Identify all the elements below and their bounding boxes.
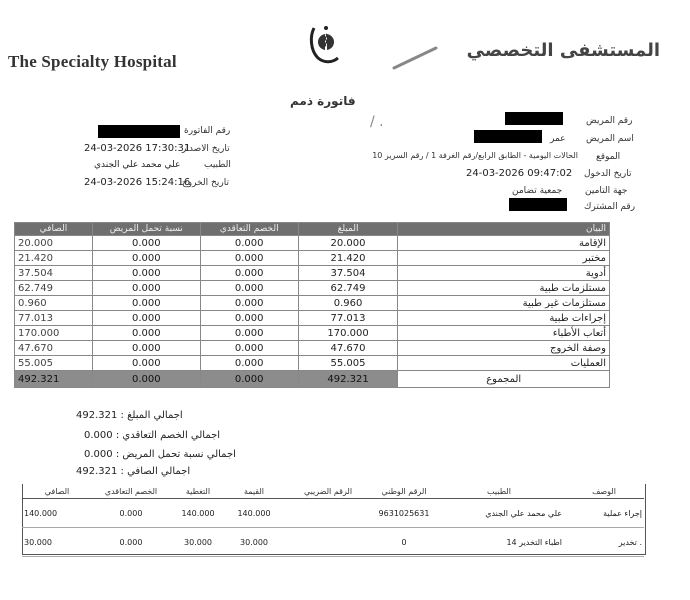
pen-stroke-mark	[390, 44, 440, 72]
charge-patient-share: 0.000	[92, 356, 200, 371]
charges-table	[14, 222, 610, 388]
charge-row	[15, 236, 610, 251]
admission-date-label: تاريخ الدخول	[584, 169, 632, 179]
charge-amount: 37.504	[298, 266, 398, 281]
li-doctor: علي محمد علي الجندي	[434, 499, 564, 528]
summary-row: اجمالي المبلغ : 492.321	[76, 410, 183, 421]
li-net: 30.000	[22, 528, 92, 557]
charge-description: وصفة الخروج	[398, 341, 610, 356]
total-patient-share: 0.000	[92, 371, 200, 388]
li-header-value: القيمة	[226, 484, 282, 499]
patient-number-label: رقم المريض	[586, 116, 633, 126]
line-item-row	[22, 528, 644, 557]
summary-row: اجمالي نسبة تحمل المريض : 0.000	[84, 449, 236, 460]
charge-net: 20.000	[15, 236, 93, 251]
charge-patient-share: 0.000	[92, 311, 200, 326]
charge-description: الإقامة	[398, 236, 610, 251]
insurance-value: جمعية تضامن	[512, 186, 563, 196]
li-national-no: 9631025631	[374, 499, 434, 528]
total-label: المجموع	[398, 371, 610, 388]
charge-patient-share: 0.000	[92, 296, 200, 311]
charges-total-row	[15, 371, 610, 388]
charge-patient-share: 0.000	[92, 251, 200, 266]
hospital-logo-icon	[306, 22, 346, 66]
li-contract-discount: 0.000	[92, 528, 170, 557]
insurance-label: جهة التامين	[585, 186, 628, 196]
redacted-invoice-number	[98, 125, 180, 138]
charge-amount: 21.420	[298, 251, 398, 266]
li-header-tax-no: الرقم الضريبي	[282, 484, 374, 499]
charge-net: 47.670	[15, 341, 93, 356]
total-amount: 492.321	[298, 371, 398, 388]
doctor-label: الطبيب	[204, 160, 231, 170]
li-header-description: الوصف	[564, 484, 644, 499]
li-coverage: 30.000	[170, 528, 226, 557]
charge-row	[15, 296, 610, 311]
charge-contract-discount: 0.000	[200, 236, 298, 251]
header-description: البيان	[398, 223, 610, 236]
charge-row	[15, 341, 610, 356]
li-header-contract-discount: الخصم التعاقدي	[92, 484, 170, 499]
summary-discount-label: اجمالي الخصم التعاقدي	[122, 430, 221, 441]
total-net: 492.321	[15, 371, 93, 388]
redacted-subscriber-number	[509, 198, 567, 211]
li-tax-no	[282, 528, 374, 557]
summary-row: اجمالي الصافي : 492.321	[76, 466, 191, 477]
location-value: الحالات اليومية - الطابق الرابع/رقم الغرفة 1 / رقم السرير 10	[372, 151, 578, 160]
line-item-row	[22, 499, 644, 528]
li-header-national-no: الرقم الوطني	[374, 484, 434, 499]
li-doctor: اطباء التخدير 14	[434, 528, 564, 557]
summary-patient-share-value: 0.000	[84, 449, 113, 460]
summary-total-label: اجمالي المبلغ	[127, 410, 183, 421]
discharge-date-label: تاريخ الخروج	[182, 178, 229, 188]
admission-date-value: 24-03-2026 09:47:02	[466, 168, 573, 179]
charge-net: 55.005	[15, 356, 93, 371]
hospital-name-ar: المستشفى التخصصي	[466, 40, 660, 61]
charge-description: إجراءات طبية	[398, 311, 610, 326]
stray-mark: / .	[370, 114, 384, 130]
charge-net: 62.749	[15, 281, 93, 296]
total-contract-discount: 0.000	[200, 371, 298, 388]
charge-description: أدوية	[398, 266, 610, 281]
doctor-value: علي محمد علي الجندي	[94, 160, 181, 170]
charge-amount: 77.013	[298, 311, 398, 326]
age-label: عمر	[550, 134, 566, 144]
charge-amount: 0.960	[298, 296, 398, 311]
charge-net: 77.013	[15, 311, 93, 326]
charge-contract-discount: 0.000	[200, 266, 298, 281]
li-national-no: 0	[374, 528, 434, 557]
li-value: 30.000	[226, 528, 282, 557]
charge-contract-discount: 0.000	[200, 356, 298, 371]
document-title: فاتورة ذمم	[290, 94, 356, 108]
charge-patient-share: 0.000	[92, 341, 200, 356]
summary-total-value: 492.321	[76, 410, 118, 421]
redacted-patient-number	[505, 112, 563, 125]
charge-description: مستلزمات غير طبية	[398, 296, 610, 311]
location-label: الموقع	[596, 152, 621, 162]
summary-net-label: اجمالي الصافي	[127, 466, 191, 477]
li-tax-no	[282, 499, 374, 528]
header-amount: المبلغ	[298, 223, 398, 236]
charge-amount: 20.000	[298, 236, 398, 251]
li-coverage: 140.000	[170, 499, 226, 528]
li-description: . تخدير	[564, 528, 644, 557]
charge-net: 0.960	[15, 296, 93, 311]
charges-header-row	[15, 223, 610, 236]
discharge-date-value: 24-03-2026 15:24:16	[84, 177, 191, 188]
charge-row	[15, 251, 610, 266]
charge-contract-discount: 0.000	[200, 251, 298, 266]
invoice-number-label: رقم الفاتورة	[184, 126, 231, 136]
charge-patient-share: 0.000	[92, 266, 200, 281]
issue-date-value: 24-03-2026 17:30:31	[84, 143, 191, 154]
summary-net-value: 492.321	[76, 466, 118, 477]
header-contract-discount: الخصم التعاقدي	[200, 223, 298, 236]
issue-date-label: تاريخ الاصدار	[182, 144, 230, 154]
summary-discount-value: 0.000	[84, 430, 113, 441]
charge-description: العمليات	[398, 356, 610, 371]
charge-net: 37.504	[15, 266, 93, 281]
line-items-table	[22, 484, 644, 557]
charge-amount: 55.005	[298, 356, 398, 371]
charge-contract-discount: 0.000	[200, 281, 298, 296]
charge-contract-discount: 0.000	[200, 296, 298, 311]
summary-row: اجمالي الخصم التعاقدي : 0.000	[84, 430, 221, 441]
charge-description: أتعاب الأطباء	[398, 326, 610, 341]
charge-patient-share: 0.000	[92, 281, 200, 296]
charge-description: مختبر	[398, 251, 610, 266]
li-description: إجراء عملية	[564, 499, 644, 528]
charge-contract-discount: 0.000	[200, 326, 298, 341]
li-header-coverage: التغطية	[170, 484, 226, 499]
charge-amount: 62.749	[298, 281, 398, 296]
line-items-header-row	[22, 484, 644, 499]
header-net: الصافي	[15, 223, 93, 236]
patient-name-label: اسم المريض	[586, 134, 634, 144]
charge-row	[15, 311, 610, 326]
charge-amount: 47.670	[298, 341, 398, 356]
charge-contract-discount: 0.000	[200, 311, 298, 326]
li-header-doctor: الطبيب	[434, 484, 564, 499]
charge-row	[15, 326, 610, 341]
redacted-age	[474, 130, 542, 143]
charge-amount: 170.000	[298, 326, 398, 341]
charge-contract-discount: 0.000	[200, 341, 298, 356]
li-header-net: الصافي	[22, 484, 92, 499]
li-net: 140.000	[22, 499, 92, 528]
charge-description: مستلزمات طبية	[398, 281, 610, 296]
header-patient-share: نسبة تحمل المريض	[92, 223, 200, 236]
charge-row	[15, 356, 610, 371]
charge-patient-share: 0.000	[92, 326, 200, 341]
charge-net: 21.420	[15, 251, 93, 266]
li-contract-discount: 0.000	[92, 499, 170, 528]
li-value: 140.000	[226, 499, 282, 528]
summary-patient-share-label: اجمالي نسبة تحمل المريض	[122, 449, 236, 460]
charge-row	[15, 281, 610, 296]
charge-patient-share: 0.000	[92, 236, 200, 251]
charge-net: 170.000	[15, 326, 93, 341]
hospital-name-en: The Specialty Hospital	[8, 52, 177, 71]
subscriber-label: رقم المشترك	[584, 202, 636, 212]
charge-row	[15, 266, 610, 281]
